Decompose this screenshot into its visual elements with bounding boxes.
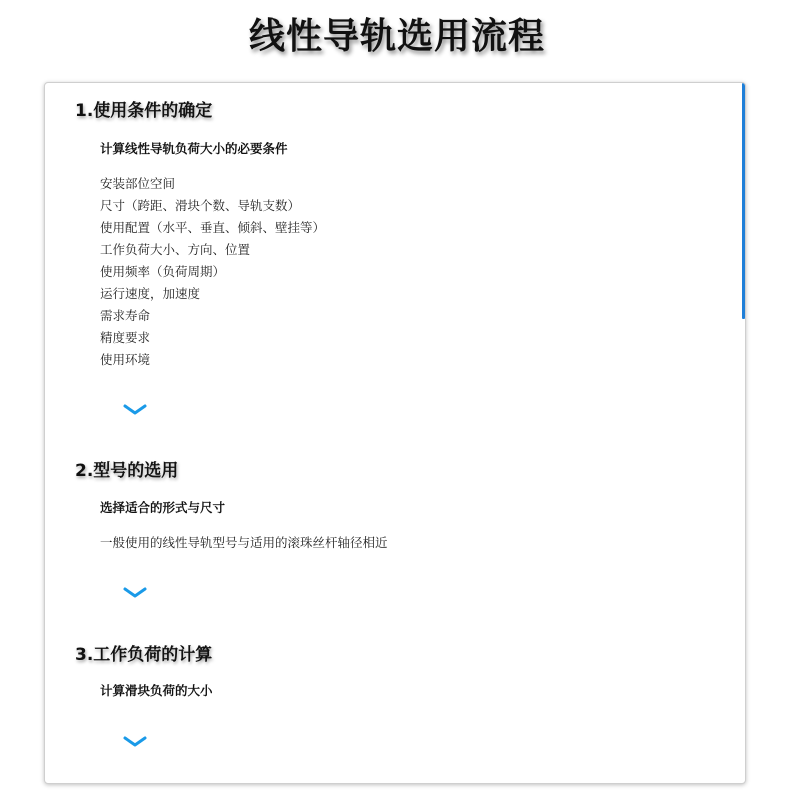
section-1-heading: 1.使用条件的确定 (75, 101, 213, 121)
list-item: 精度要求 (100, 330, 151, 345)
list-item: 尺寸（跨距、滑块个数、导轨支数） (100, 198, 301, 213)
list-item: 工作负荷大小、方向、位置 (100, 242, 251, 257)
scrollbar[interactable] (742, 83, 745, 783)
scrollbar-thumb[interactable] (742, 83, 745, 319)
list-item: 安装部位空间 (100, 176, 176, 191)
section-2-text: 一般使用的线性导轨型号与适用的滚珠丝杆轴径相近 (100, 535, 388, 550)
chevron-down-icon[interactable] (123, 403, 147, 417)
process-card (44, 82, 746, 784)
chevron-down-icon[interactable] (123, 735, 147, 749)
section-2-subheading: 选择适合的形式与尺寸 (100, 500, 226, 515)
section-1-condition-list (100, 173, 325, 371)
list-item: 使用环境 (100, 352, 151, 367)
page-title: 线性导轨选用流程 (248, 16, 545, 57)
list-item: 使用频率（负荷周期） (100, 264, 226, 279)
section-1-subheading: 计算线性导轨负荷大小的必要条件 (100, 141, 288, 156)
list-item: 使用配置（水平、垂直、倾斜、壁挂等） (100, 220, 326, 235)
list-item: 需求寿命 (100, 308, 151, 323)
list-item: 运行速度，加速度 (100, 286, 201, 301)
section-3-subheading: 计算滑块负荷的大小 (100, 683, 213, 698)
section-2-heading: 2.型号的选用 (75, 461, 179, 481)
section-3-heading: 3.工作负荷的计算 (75, 645, 213, 665)
chevron-down-icon[interactable] (123, 586, 147, 600)
